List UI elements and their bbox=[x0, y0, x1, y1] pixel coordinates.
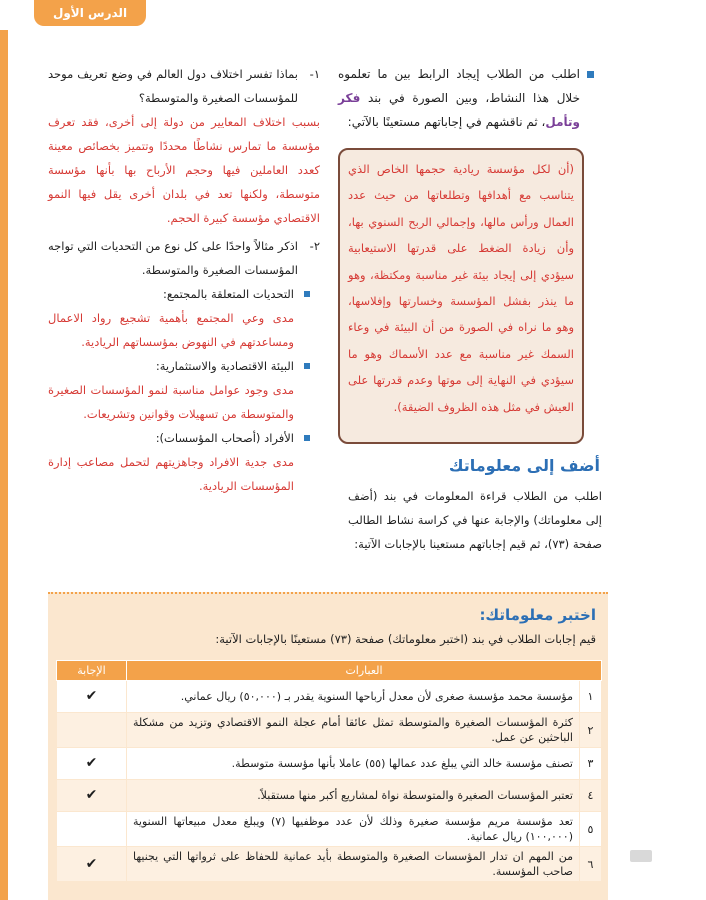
row-statement: كثرة المؤسسات الصغيرة والمتوسطة تمثل عائقا أمام عجلة النمو الاقتصادي وتزيد من مشكلة الباحثين عن عمل. bbox=[127, 713, 580, 748]
test-title: اختبر معلوماتك: bbox=[479, 606, 596, 624]
top-bar bbox=[0, 0, 706, 30]
challenge-item bbox=[48, 426, 320, 450]
bullet-square-icon bbox=[587, 71, 594, 78]
table-row bbox=[57, 847, 602, 882]
answer-box: (أن لكل مؤسسة ريادية حجمها الخاص الذي يتناسب مع أهدافها وتطلعاتها من حيث عدد العمال ورأس مالها، وإجمالي الربح السنوي بها، وأن زيادة الضغط على قدرتها الاستيعابية سيؤدي إلى إيجاد بيئة غير مناسبة ومكتظة، وهو ما ينذر بفشل المؤسسة وخسارتها وإفلاسها، وهو ما نراه في الصورة من أن البيئة في وعاء السمك غير مناسبة مع عدد الأسماك وهو ما سيؤدي في النهاية إلى موتها وعدم قدرتها على العيش في مثل هذه الظروف الضيقة). bbox=[338, 148, 584, 444]
row-number: ٥ bbox=[580, 812, 602, 847]
info-section-title: أضف إلى معلوماتك bbox=[448, 456, 600, 475]
row-answer-check-icon: ✔ bbox=[57, 748, 127, 780]
table-row bbox=[57, 780, 602, 812]
left-column bbox=[48, 62, 320, 498]
lesson-tab: الدرس الأول bbox=[34, 0, 146, 26]
question-number: ١- bbox=[309, 67, 320, 81]
question-1 bbox=[48, 62, 320, 110]
row-statement: تصنف مؤسسة خالد التي يبلغ عدد عمالها (٥٥) عاملا بأنها مؤسسة متوسطة. bbox=[127, 748, 580, 780]
table-row bbox=[57, 713, 602, 748]
challenge-answer: مدى وجود عوامل مناسبة لنمو المؤسسات الصغيرة والمتوسطة من تسهيلات وقوانين وتشريعات. bbox=[48, 383, 294, 421]
row-number: ٦ bbox=[580, 847, 602, 882]
page-marker-badge bbox=[630, 850, 652, 862]
question-1-answer: بسبب اختلاف المعايير من دولة إلى أخرى، فقد تعرف مؤسسة ما تمارس نشاطًا محددًا وتتميز بخصائص معينة كعدد العاملين فيها وحجم الأرباح بها بأنها مؤسسة متوسطة، ولكنها تعد في بلدان أخرى يقل فيها النمو الاقتصادي مؤسسة كبيرة الحجم. bbox=[48, 115, 320, 225]
bullet-square-icon bbox=[304, 363, 310, 369]
challenge-answer: مدى جدية الافراد وجاهزيتهم لتحمل مصاعب إدارة المؤسسات الريادية. bbox=[48, 455, 294, 493]
question-text: بماذا تفسر اختلاف دول العالم في وضع تعريف موحد للمؤسسات الصغيرة والمتوسطة؟ bbox=[48, 67, 298, 105]
challenge-item bbox=[48, 282, 320, 306]
answer-header: الإجابة bbox=[57, 661, 127, 681]
row-answer-check-icon: ✔ bbox=[57, 847, 127, 882]
test-section bbox=[48, 592, 608, 900]
row-answer-check-icon bbox=[57, 812, 127, 847]
page-edge-bar bbox=[0, 0, 8, 900]
bullet-square-icon bbox=[304, 291, 310, 297]
challenge-answer: مدى وعي المجتمع بأهمية تشجيع رواد الاعمال ومساعدتهم في النهوض بمؤسساتهم الريادية. bbox=[48, 311, 294, 349]
think-reflect-highlight: فكر وتأمل bbox=[338, 91, 580, 129]
row-number: ١ bbox=[580, 681, 602, 713]
row-statement: تعتبر المؤسسات الصغيرة والمتوسطة نواة لمشاريع أكبر منها مستقبلاً. bbox=[127, 780, 580, 812]
table-row bbox=[57, 748, 602, 780]
row-number: ٤ bbox=[580, 780, 602, 812]
row-statement: تعد مؤسسة مريم مؤسسة صغيرة وذلك لأن عدد موظفيها (٧) ويبلغ معدل مبيعاتها السنوية (١٠٠,٠٠٠) ريال عمانية. bbox=[127, 812, 580, 847]
row-statement: من المهم ان تدار المؤسسات الصغيرة والمتوسطة بأيد عمانية للحفاظ على ثرواتها التي يجنيها صاحب المؤسسة. bbox=[127, 847, 580, 882]
challenge-label: البيئة الاقتصادية والاستثمارية: bbox=[155, 359, 294, 373]
row-number: ٢ bbox=[580, 713, 602, 748]
test-subtitle: قيم إجابات الطلاب في بند (اختبر معلوماتك) صفحة (٧٣) مستعينًا بالإجابات الآتية: bbox=[215, 632, 596, 646]
statements-header: العبارات bbox=[127, 661, 602, 681]
intro-paragraph: اطلب من الطلاب إيجاد الرابط بين ما تعلموه خلال هذا النشاط، وبين الصورة في بند فكر وتأمل، ثم ناقشهم في إجاباتهم مستعينًا بالآتي: bbox=[338, 62, 594, 134]
row-answer-check-icon: ✔ bbox=[57, 780, 127, 812]
table-row bbox=[57, 681, 602, 713]
challenge-label: التحديات المتعلقة بالمجتمع: bbox=[162, 287, 294, 301]
challenge-item bbox=[48, 354, 320, 378]
answers-table bbox=[56, 660, 602, 882]
row-answer-check-icon bbox=[57, 713, 127, 748]
row-number: ٣ bbox=[580, 748, 602, 780]
table-row bbox=[57, 812, 602, 847]
question-2 bbox=[48, 234, 320, 282]
challenge-label: الأفراد (أصحاب المؤسسات): bbox=[155, 431, 294, 445]
bullet-square-icon bbox=[304, 435, 310, 441]
right-column bbox=[338, 62, 594, 134]
row-statement: مؤسسة محمد مؤسسة صغرى لأن معدل أرباحها السنوية يقدر بـ (٥٠,٠٠٠) ريال عماني. bbox=[127, 681, 580, 713]
row-answer-check-icon: ✔ bbox=[57, 681, 127, 713]
info-section-body: اطلب من الطلاب قراءة المعلومات في بند (أضف إلى معلوماتك) والإجابة عنها في كراسة نشاط الطالب صفحة (٧٣)، ثم قيم إجاباتهم مستعينا بالإجابات الآتية: bbox=[348, 489, 602, 551]
question-text: اذكر مثالاً واحدًا على كل نوع من التحديات التي تواجه المؤسسات الصغيرة والمتوسطة. bbox=[48, 239, 298, 277]
question-number: ٢- bbox=[309, 239, 320, 253]
